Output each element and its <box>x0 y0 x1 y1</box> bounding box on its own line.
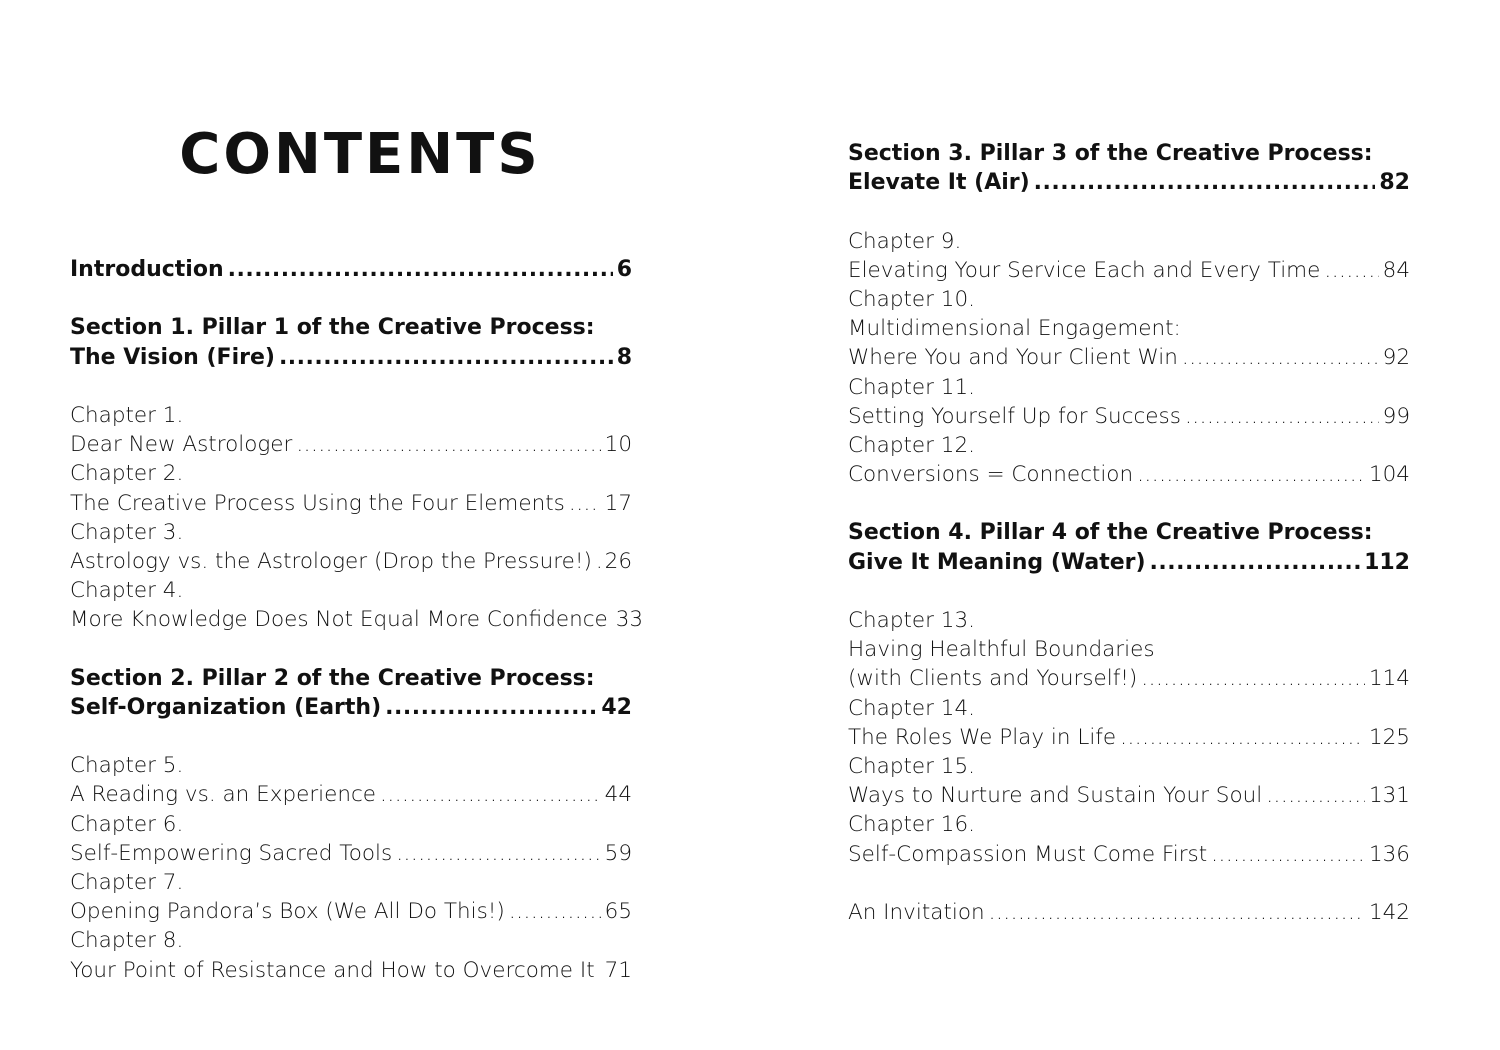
chapter-title: Self-Empowering Sacred Tools <box>70 840 393 866</box>
toc-entry-label: An Invitation <box>848 899 985 925</box>
chapter-title: Ways to Nurture and Sustain Your Soul <box>848 783 1263 809</box>
page-number: 136 <box>1368 841 1410 867</box>
chapter-title-continued: (with Clients and Yourself!) <box>848 666 1138 692</box>
page-number: 99 <box>1382 403 1410 429</box>
toc-chapter-10[interactable] <box>848 285 1410 373</box>
page-number: 17 <box>604 490 632 516</box>
page-number: 125 <box>1368 724 1410 750</box>
page-number: 42 <box>601 694 632 720</box>
dot-leader <box>1034 168 1376 197</box>
page-number: 142 <box>1368 899 1410 925</box>
section-heading: Section 2. Pillar 2 of the Creative Process: <box>70 665 595 691</box>
toc-chapter-2[interactable] <box>70 459 632 517</box>
toc-chapter-1[interactable] <box>70 401 632 459</box>
chapter-number: Chapter 16. <box>848 812 975 838</box>
section-heading: Section 1. Pillar 1 of the Creative Process: <box>70 315 595 341</box>
dot-leader <box>1141 664 1365 693</box>
page-title: CONTENTS <box>179 122 541 187</box>
page-number: 65 <box>604 899 632 925</box>
page-number: 112 <box>1364 549 1410 575</box>
toc-right-column <box>848 139 1410 927</box>
chapter-title: More Knowledge Does Not Equal More Confidence <box>70 607 608 633</box>
section-title: The Vision (Fire) <box>70 344 275 370</box>
dot-leader <box>509 897 601 926</box>
toc-section-3[interactable] <box>848 139 1410 197</box>
chapter-title: The Roles We Play in Life <box>848 724 1117 750</box>
page-number: 82 <box>1379 170 1410 196</box>
chapter-number: Chapter 7. <box>70 869 184 895</box>
toc-entry-label: Introduction <box>70 257 224 282</box>
chapter-title: The Creative Process Using the Four Elements <box>70 490 565 516</box>
toc-chapter-16[interactable] <box>848 810 1410 868</box>
dot-leader <box>1137 460 1365 489</box>
chapter-title-continued: Where You and Your Client Win <box>848 345 1178 371</box>
page-number: 33 <box>615 607 644 633</box>
dot-leader <box>989 898 1365 927</box>
dot-leader <box>396 839 600 868</box>
chapter-number: Chapter 1. <box>70 402 184 428</box>
section-heading: Section 3. Pillar 3 of the Creative Process: <box>848 141 1373 166</box>
dot-leader <box>279 343 613 372</box>
dot-leader <box>1150 548 1361 577</box>
dot-leader <box>596 547 601 576</box>
chapter-number: Chapter 9. <box>848 228 962 254</box>
dot-leader <box>599 956 601 985</box>
toc-chapter-13[interactable] <box>848 606 1410 694</box>
chapter-title: Astrology vs. the Astrologer (Drop the Pressure!) <box>70 548 592 574</box>
dot-leader <box>228 255 613 284</box>
dot-leader <box>1211 840 1365 869</box>
chapter-title: Multidimensional Engagement: <box>848 316 1181 342</box>
toc-chapter-12[interactable] <box>848 431 1410 489</box>
toc-section-2[interactable] <box>70 664 632 722</box>
dot-leader <box>1120 723 1365 752</box>
page-number: 59 <box>604 840 632 866</box>
toc-chapter-7[interactable] <box>70 868 632 926</box>
toc-chapter-14[interactable] <box>848 694 1410 752</box>
section-title: Elevate It (Air) <box>848 170 1030 196</box>
toc-left-column <box>70 255 644 985</box>
toc-chapter-11[interactable] <box>848 373 1410 431</box>
toc-chapter-6[interactable] <box>70 810 632 868</box>
chapter-number: Chapter 10. <box>848 286 975 312</box>
dot-leader <box>1266 781 1365 810</box>
toc-section-4[interactable] <box>848 518 1410 576</box>
page-number: 104 <box>1368 462 1410 488</box>
chapter-number: Chapter 11. <box>848 374 975 400</box>
toc-chapter-5[interactable] <box>70 751 632 809</box>
chapter-number: Chapter 13. <box>848 608 975 633</box>
toc-chapter-4[interactable] <box>70 576 644 634</box>
toc-chapter-9[interactable] <box>848 227 1410 285</box>
page-number: 10 <box>604 432 632 458</box>
toc-section-1[interactable] <box>70 313 632 371</box>
chapter-number: Chapter 14. <box>848 695 975 721</box>
chapter-number: Chapter 5. <box>70 753 184 779</box>
page-number: 92 <box>1382 345 1410 371</box>
page-number: 114 <box>1368 666 1410 692</box>
dot-leader <box>1324 256 1378 285</box>
page-number: 71 <box>604 957 632 983</box>
toc-introduction[interactable] <box>70 255 632 284</box>
dot-leader <box>1182 343 1379 372</box>
chapter-title: Having Healthful Boundaries <box>848 637 1155 663</box>
chapter-number: Chapter 8. <box>70 928 184 954</box>
dot-leader <box>380 780 601 809</box>
toc-chapter-3[interactable] <box>70 518 632 576</box>
section-heading: Section 4. Pillar 4 of the Creative Process: <box>848 520 1373 546</box>
chapter-title: Setting Yourself Up for Success <box>848 403 1181 429</box>
chapter-title: A Reading vs. an Experience <box>70 782 377 808</box>
section-title: Self-Organization (Earth) <box>70 694 382 720</box>
page-number: 26 <box>604 548 632 574</box>
page-number: 8 <box>616 344 632 370</box>
toc-invitation[interactable] <box>848 898 1410 927</box>
page-number: 131 <box>1368 783 1410 809</box>
toc-chapter-8[interactable] <box>70 926 632 984</box>
chapter-number: Chapter 4. <box>70 578 184 604</box>
page-number: 6 <box>616 257 632 282</box>
dot-leader <box>385 693 597 722</box>
dot-leader <box>296 430 600 459</box>
toc-chapter-15[interactable] <box>848 752 1410 810</box>
chapter-title: Your Point of Resistance and How to Overcome It <box>70 957 595 983</box>
chapter-number: Chapter 12. <box>848 432 975 458</box>
chapter-number: Chapter 6. <box>70 811 184 837</box>
chapter-title: Self-Compassion Must Come First <box>848 841 1208 867</box>
page-number: 84 <box>1382 257 1410 283</box>
chapter-title: Elevating Your Service Each and Every Time <box>848 257 1321 283</box>
section-title: Give It Meaning (Water) <box>848 549 1146 575</box>
chapter-title: Conversions = Connection <box>848 462 1134 488</box>
chapter-number: Chapter 3. <box>70 519 184 545</box>
chapter-number: Chapter 2. <box>70 461 184 487</box>
dot-leader <box>1185 402 1379 431</box>
dot-leader <box>569 489 601 518</box>
chapter-title: Opening Pandora’s Box (We All Do This!) <box>70 899 505 925</box>
chapter-number: Chapter 15. <box>848 753 975 779</box>
chapter-title: Dear New Astrologer <box>70 432 293 458</box>
page-number: 44 <box>604 782 632 808</box>
